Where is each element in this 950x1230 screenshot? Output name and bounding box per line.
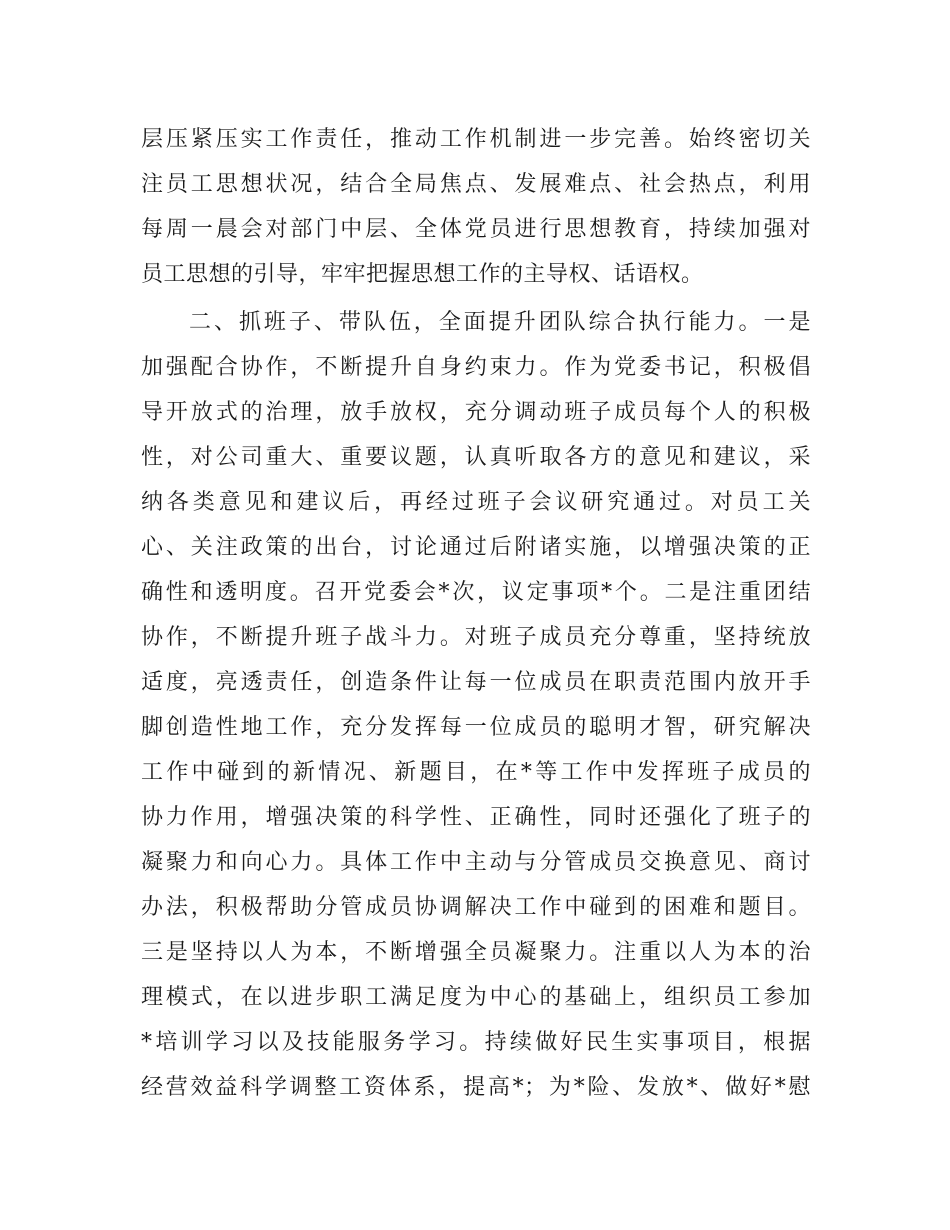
text-line: *培训学习以及技能服务学习。持续做好民生实事项目，根据 [141, 1030, 811, 1055]
text-line: 协力作用，增强决策的科学性、正确性，同时还强化了班子的 [141, 805, 811, 830]
text-line: 凝聚力和向心力。具体工作中主动与分管成员交换意见、商讨 [141, 850, 811, 875]
text-line: 注员工思想状况，结合全局焦点、发展难点、社会热点，利用 [141, 172, 811, 197]
text-line: 脚创造性地工作，充分发挥每一位成员的聪明才智，研究解决 [141, 715, 811, 740]
text-line: 适度，亮透责任，创造条件让每一位成员在职责范围内放开手 [141, 670, 811, 695]
text-line: 理模式，在以进步职工满足度为中心的基础上，组织员工参加 [141, 985, 811, 1010]
text-line: 加强配合协作，不断提升自身约束力。作为党委书记，积极倡 [141, 355, 811, 380]
text-line: 办法，积极帮助分管成员协调解决工作中碰到的困难和题目。 [141, 895, 811, 920]
text-line: 纳各类意见和建议后，再经过班子会议研究通过。对员工关 [141, 490, 811, 515]
text-line: 每周一晨会对部门中层、全体党员进行思想教育，持续加强对 [141, 217, 811, 242]
text-line: 导开放式的治理，放手放权，充分调动班子成员每个人的积极 [141, 400, 811, 425]
text-line: 心、关注政策的出台，讨论通过后附诸实施，以增强决策的正 [141, 535, 811, 560]
text-line: 三是坚持以人为本，不断增强全员凝聚力。注重以人为本的治 [141, 940, 811, 965]
text-line: 性，对公司重大、重要议题，认真听取各方的意见和建议，采 [141, 445, 811, 470]
text-line: 工作中碰到的新情况、新题目，在*等工作中发挥班子成员的 [141, 760, 811, 785]
text-line: 确性和透明度。召开党委会*次，议定事项*个。二是注重团结 [141, 580, 811, 605]
text-line: 经营效益科学调整工资体系，提高*；为*险、发放*、做好*慰 [141, 1075, 811, 1100]
text-line: 层压紧压实工作责任，推动工作机制进一步完善。始终密切关 [141, 127, 811, 152]
text-line: 协作，不断提升班子战斗力。对班子成员充分尊重，坚持统放 [141, 625, 811, 650]
text-line: 员工思想的引导，牢牢把握思想工作的主导权、话语权。 [141, 262, 704, 287]
section-heading-line: 二、抓班子、带队伍，全面提升团队综合执行能力。一是 [189, 310, 811, 335]
